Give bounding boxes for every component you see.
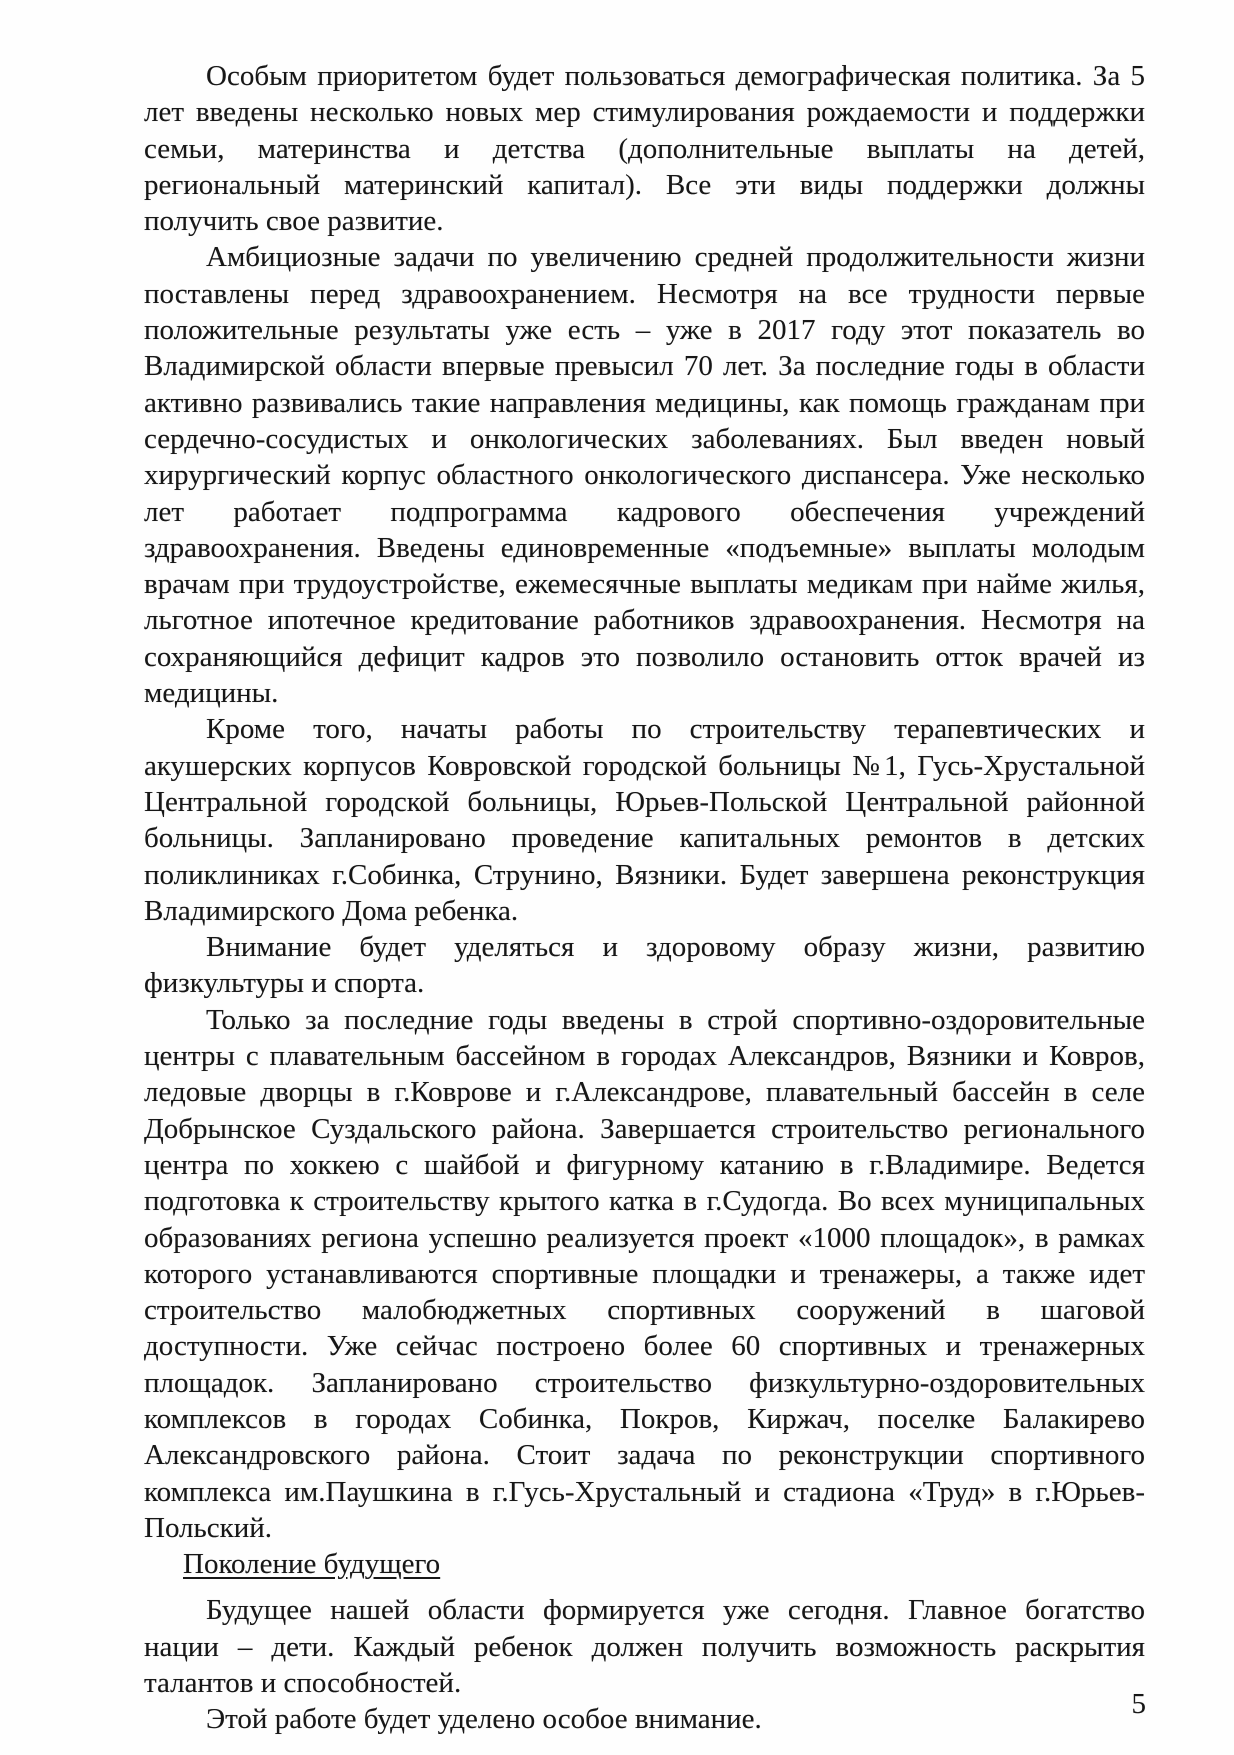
paragraph: Этой работе будет уделено особое внимание. <box>206 1703 762 1736</box>
paragraph: Внимание будет уделяться и здоровому образу жизни, развитию физкультуры и спорта. <box>144 931 1145 1000</box>
section-heading: Поколение будущего <box>183 1548 441 1581</box>
paragraph: Кроме того, начаты работы по строительству терапевтических и акушерских корпусов Ковровской городской больницы №1, Гусь-Хрустальной Центральной городской больницы, Юрьев-Польской Центральной районной больницы. Запланировано проведение капитальных ремонтов в детских поликлиниках г.Собинка, Струнино, Вязники. Будет завершена реконструкция Владимирского Дома ребенка. <box>144 713 1145 927</box>
paragraph: Только за последние годы введены в строй спортивно-оздоровительные центры с плавательным бассейном в городах Александров, Вязники и Ковров, ледовые дворцы в г.Коврове и г.Александрове, плавательный бассейн в селе Добрынское Суздальского района. Завершается строительство регионального центра по хоккею с шайбой и фигурному катанию в г.Владимире. Ведется подготовка к строительству крытого катка в г.Судогда. Во всех муниципальных образованиях региона успешно реализуется проект «1000 площадок», в рамках которого устанавливаются спортивные площадки и тренажеры, а также идет строительство малобюджетных спортивных сооружений в шаговой доступности. Уже сейчас построено более 60 спортивных и тренажерных площадок. Запланировано строительство физкультурно-оздоровительных комплексов в городах Собинка, Покров, Киржач, поселке Балакирево Александровского района. Стоит задача по реконструкции спортивного комплекса им.Паушкина в г.Гусь-Хрустальный и стадиона «Труд» в г.Юрьев-Польский. <box>144 1003 1145 1544</box>
paragraph: Будущее нашей области формируется уже сегодня. Главное богатство нации – дети. Каждый ребенок должен получить возможность раскрытия талантов и способностей. <box>144 1594 1145 1700</box>
paragraph: Особым приоритетом будет пользоваться демографическая политика. За 5 лет введены несколько новых мер стимулирования рождаемости и поддержки семьи, материнства и детства (дополнительные выплаты на детей, региональный материнский капитал). Все эти виды поддержки должны получить свое развитие. <box>144 60 1145 238</box>
paragraph: Амбициозные задачи по увеличению средней продолжительности жизни поставлены перед здравоохранением. Несмотря на все трудности первые положительные результаты уже есть – уже в 2017 году этот показатель во Владимирской области впервые превысил 70 лет. За последние годы в области активно развивались такие направления медицины, как помощь гражданам при сердечно-сосудистых и онкологических заболеваниях. Был введен новый хирургический корпус областного онкологического диспансера. Уже несколько лет работает подпрограмма кадрового обеспечения учреждений здравоохранения. Введены единовременные «подъемные» выплаты молодым врачам при трудоустройстве, ежемесячные выплаты медикам при найме жилья, льготное ипотечное кредитование работников здравоохранения. Несмотря на сохраняющийся дефицит кадров это позволило остановить отток врачей из медицины. <box>144 241 1145 710</box>
document-body <box>144 58 1145 1738</box>
page-number: 5 <box>1131 1688 1146 1720</box>
